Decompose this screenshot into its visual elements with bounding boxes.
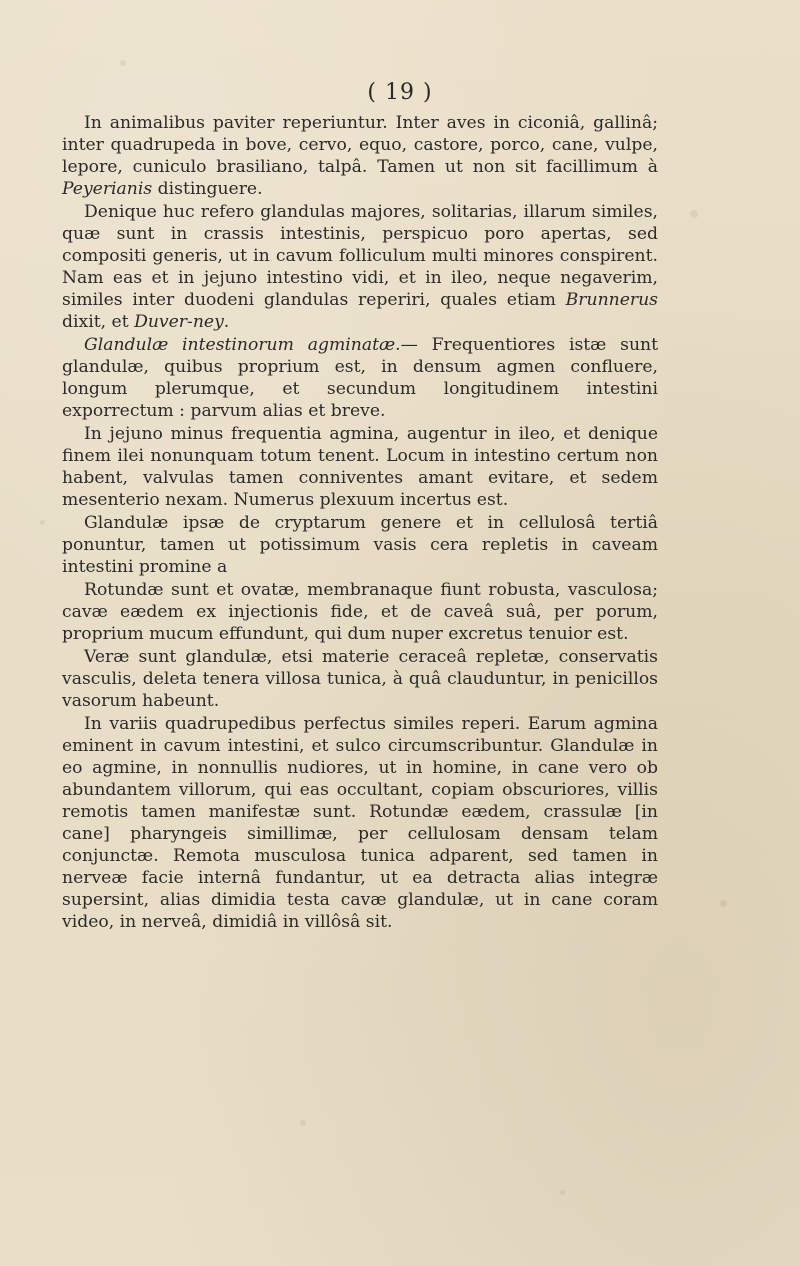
foxing-spot [40, 520, 45, 525]
paragraph-1 [62, 112, 658, 200]
body-text [62, 112, 658, 934]
paragraph-text: — Frequentiores istæ sunt glandulæ, quibus proprium est, in densum agmen confluere, longum plerumque, et secundum longitudinem intestini exporrectum : parvum alias et breve. [62, 335, 658, 421]
paragraph-5 [62, 512, 658, 578]
foxing-spot [560, 1190, 565, 1195]
paragraph-2 [62, 201, 658, 333]
paragraph-text: Rotundæ sunt et ovatæ, membranaque fiunt robusta, vasculosa; cavæ eædem ex injectionis fide, et de caveâ suâ, per porum, proprium mucum effundunt, qui dum nuper excretus tenuior est. [62, 580, 658, 644]
paragraph-3 [62, 334, 658, 422]
foxing-spot [690, 210, 698, 218]
paragraph-text: In variis quadrupedibus perfectus similes reperi. Earum agmina eminent in cavum intestini, et sulco circumscribuntur. Glandulæ in eo agmine, in nonnullis nudiores, ut in homine, in cane vero ob abundantem villorum, qui eas occultant, copiam obscuriores, villis remotis tamen manifestæ sunt. Rotundæ eædem, crassulæ [in cane] pharyngeis simillimæ, per cellulosam densam telam conjunctæ. Remota musculosa tunica adparent, sed tamen in nerveæ facie internâ fundantur, ut ea detracta alias integræ supersint, alias dimidia testa cavæ glandulæ, ut in cane coram video, in nerveâ, dimidiâ in villôsâ sit. [62, 714, 658, 932]
paragraph-4 [62, 423, 658, 511]
paragraph-text: Glandulæ ipsæ de cryptarum genere et in cellulosâ tertiâ ponuntur, tamen ut potissimum vasis cera repletis in caveam intestini promine a [62, 513, 658, 577]
italic-author-name: Duver-ney [134, 312, 224, 332]
paragraph-8 [62, 713, 658, 933]
foxing-spot [300, 1120, 306, 1126]
paragraph-text: distinguere. [152, 179, 263, 199]
section-heading: Glandulæ intestinorum agminatæ. [84, 335, 401, 355]
foxing-spot [120, 60, 126, 66]
paragraph-7 [62, 646, 658, 712]
paragraph-text: In jejuno minus frequentia agmina, augentur in ileo, et denique finem ilei nonunquam totum tenent. Locum in intestino certum non habent, valvulas tamen conniventes amant evitare, et sedem mesenterio nexam. Numerus plexuum incertus est. [62, 424, 658, 510]
foxing-spot [720, 900, 727, 907]
paragraph-text: . [223, 312, 230, 332]
paragraph-text: dixit, et [62, 312, 135, 332]
italic-term: Peyerianis [62, 179, 153, 199]
paragraph-text: Veræ sunt glandulæ, etsi materie ceraceâ repletæ, conservatis vasculis, deleta tenera villosa tunica, à quâ clauduntur, in penicillos vasorum habeunt. [62, 647, 658, 711]
paragraph-6 [62, 579, 658, 645]
paragraph-text: In animalibus paviter reperiuntur. Inter aves in ciconiâ, gallinâ; inter quadrupeda in bove, cervo, equo, castore, porco, cane, vulpe, lepore, cuniculo brasiliano, talpâ. Tamen ut non sit facillimum à [62, 113, 658, 177]
paragraph-text: Denique huc refero glandulas majores, solitarias, illarum similes, quæ sunt in crassis intestinis, perspicuo poro apertas, sed compositi generis, ut in cavum folliculum multi minores conspirent. Nam eas et in jejuno intestino vidi, et in ileo, neque negaverim, similes inter duodeni glandulas reperiri, quales etiam [62, 202, 658, 310]
italic-author-name: Brunnerus [565, 290, 658, 310]
page-number: ( 19 ) [367, 80, 433, 105]
